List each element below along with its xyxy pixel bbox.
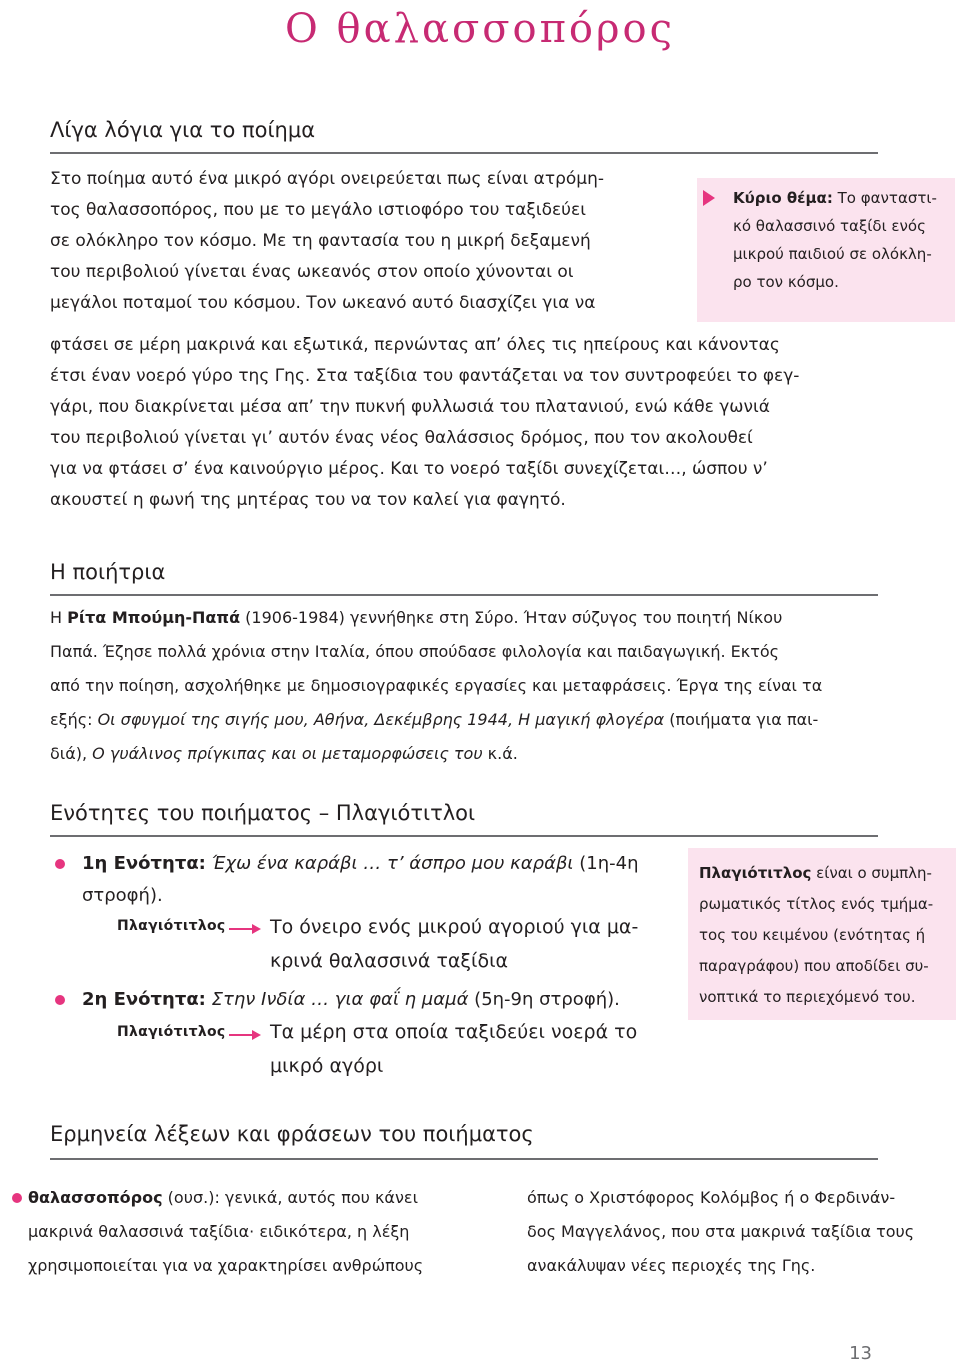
theme-label: Κύριο θέμα: xyxy=(733,189,833,207)
poet-works: Οι σφυγμοί της σιγής μου, Αθήνα, Δεκέμβρης 1944, Η μαγική φλογέρα xyxy=(97,710,665,729)
section-2 xyxy=(82,984,620,1016)
poet-text-b: κ.ά. xyxy=(482,744,518,763)
definition-line: παραγράφου) που αποδίδει συ- xyxy=(699,957,929,975)
glossary-line: ανακάλυψαν νέες περιοχές της Γης. xyxy=(527,1256,816,1275)
arrow-right-icon xyxy=(229,928,259,930)
section-1-text: Έχω ένα καράβι … τ’ άσπρο μου καράβι xyxy=(211,853,574,874)
section-1-range-cont: στροφή). xyxy=(82,885,163,906)
intro-heading: Λίγα λόγια για το ποίημα xyxy=(50,118,316,142)
poet-text-b: (1906-1984) γεννήθηκε στη Σύρο. Ήταν σύζυγος του ποιητή Νίκου xyxy=(240,608,783,627)
poet-text-b: (ποιήματα για παι- xyxy=(664,710,819,729)
intro-rule xyxy=(50,152,878,154)
page-number: 13 xyxy=(849,1343,872,1364)
theme-line: μικρού παιδιού σε ολόκλη- xyxy=(733,245,932,263)
definition-term: Πλαγιότιτλος xyxy=(699,864,812,882)
theme-line: Το φανταστι- xyxy=(837,189,937,207)
section-1 xyxy=(82,848,639,912)
theme-box xyxy=(697,178,955,322)
section-2-text: Στην Ινδία … για φαΐ η μαμά xyxy=(211,989,469,1010)
sections-heading: Ενότητες του ποιήματος – Πλαγιότιτλοι xyxy=(50,801,476,825)
poet-line: Παπά. Έζησε πολλά χρόνια στην Ιταλία, όπου σπούδασε φιλολογία και παιδαγωγική. Εκτός xyxy=(50,642,780,661)
section-1-range: (1η-4η xyxy=(573,853,639,874)
definition-line: ρωματικός τίτλος ενός τμήμα- xyxy=(699,895,934,913)
intro-line: Στο ποίημα αυτό ένα μικρό αγόρι ονειρεύεται πως είναι ατρόμη- xyxy=(50,169,604,189)
poet-text-a: Η xyxy=(50,608,68,627)
theme-text xyxy=(733,184,937,296)
glossary-heading: Ερμηνεία λέξεων και φράσεων του ποιήματος xyxy=(50,1122,534,1146)
poet-text-a: διά), xyxy=(50,744,93,763)
poet-text xyxy=(50,602,880,770)
subtitle-2-line: Τα μέρη στα οποία ταξιδεύει νοερά το xyxy=(270,1021,638,1043)
subtitle-label: Πλαγιότιτλος xyxy=(117,1024,226,1040)
glossary-line: χρησιμοποιείται για να χαρακτηρίσει ανθρώπους xyxy=(28,1256,424,1275)
section-1-label: 1η Ενότητα: xyxy=(82,853,206,874)
intro-line: μεγάλοι ποταμοί του κόσμου. Τον ωκεανό αυτό διασχίζει για να xyxy=(50,293,596,313)
poet-heading: Η ποιήτρια xyxy=(50,560,166,584)
poet-name: Ρίτα Μπούμη-Παπά xyxy=(67,608,241,627)
intro-line: του περιβολιού γίνεται γι’ αυτόν ένας νέος θαλάσσιος δρόμος, που τον ακολουθεί xyxy=(50,428,753,448)
definition-box xyxy=(688,848,956,1020)
subtitle-1 xyxy=(270,910,638,978)
intro-line: ακουστεί η φωνή της μητέρας του να τον καλεί για φαγητό. xyxy=(50,490,566,510)
subtitle-label: Πλαγιότιτλος xyxy=(117,918,226,934)
definition-line: είναι ο συμπλη- xyxy=(811,864,932,882)
intro-line: για να φτάσει σ’ ένα καινούργιο μέρος. Και το νοερό ταξίδι συνεχίζεται…, ώσπου ν’ xyxy=(50,459,768,479)
definition-line: νοπτικά το περιεχόμενό του. xyxy=(699,988,916,1006)
intro-line: τος θαλασσοπόρος, που με το μεγάλο ιστιοφόρο του ταξιδεύει xyxy=(50,200,586,220)
sections-rule xyxy=(50,835,878,837)
glossary-line: δος Μαγγελάνος, που στα μακρινά ταξίδια τους xyxy=(527,1222,915,1241)
definition-line: τος του κειμένου (ενότητας ή xyxy=(699,926,926,944)
arrow-right-icon xyxy=(229,1034,259,1036)
poet-rule xyxy=(50,594,878,596)
poet-text-a: εξής: xyxy=(50,710,98,729)
bullet-icon xyxy=(12,1193,22,1203)
theme-line: κό θαλασσινό ταξίδι ενός xyxy=(733,217,926,235)
poet-line: από την ποίηση, ασχολήθηκε με δημοσιογραφικές εργασίες και μεταφράσεις. Έργα της είναι τα xyxy=(50,676,823,695)
glossary-term: θαλασσοπόρος xyxy=(28,1188,163,1207)
intro-text-bottom xyxy=(50,330,850,516)
intro-line: σε ολόκληρο τον κόσμο. Με τη φαντασία του η μικρή δεξαμενή xyxy=(50,231,591,251)
bullet-icon xyxy=(55,859,65,869)
glossary-pos: (ουσ.): xyxy=(162,1188,220,1207)
definition-text xyxy=(699,858,933,1013)
intro-line: έτσι έναν νοερό γύρο της Γης. Στα ταξίδια του φαντάζεται να τον συντροφεύει το φεγ- xyxy=(50,366,800,386)
bullet-icon xyxy=(55,995,65,1005)
arrowhead-icon xyxy=(703,190,715,206)
subtitle-1-line: Το όνειρο ενός μικρού αγοριού για μα- xyxy=(270,916,639,938)
subtitle-1-line: κρινά θαλασσινά ταξίδια xyxy=(270,950,509,972)
subtitle-2 xyxy=(270,1015,637,1083)
glossary-rule xyxy=(50,1158,878,1160)
glossary-left xyxy=(28,1181,423,1283)
intro-text-top xyxy=(50,164,670,319)
poet-work: Ο γυάλινος πρίγκιπας και οι μεταμορφώσεις του xyxy=(92,744,483,763)
intro-line: του περιβολιού γίνεται ένας ωκεανός στον οποίο χύνονται οι xyxy=(50,262,574,282)
intro-line: φτάσει σε μέρη μακρινά και εξωτικά, περνώντας απ’ όλες τις ηπείρους και κάνοντας xyxy=(50,335,780,355)
glossary-right xyxy=(527,1181,914,1283)
glossary-line: όπως ο Χριστόφορος Κολόμβος ή ο Φερδινάν- xyxy=(527,1188,896,1207)
glossary-line: μακρινά θαλασσινά ταξίδια· ειδικότερα, η λέξη xyxy=(28,1222,410,1241)
section-2-range: (5η-9η στροφή). xyxy=(468,989,620,1010)
theme-line: ρο τον κόσμο. xyxy=(733,273,839,291)
subtitle-2-line: μικρό αγόρι xyxy=(270,1055,384,1077)
section-2-label: 2η Ενότητα: xyxy=(82,989,206,1010)
glossary-line: γενικά, αυτός που κάνει xyxy=(219,1188,418,1207)
intro-line: γάρι, που διακρίνεται μέσα απ’ την πυκνή φυλλωσιά του πλατανιού, ενώ κάθε γωνιά xyxy=(50,397,770,417)
page-title: Ο θαλασσοπόρος xyxy=(284,6,676,52)
